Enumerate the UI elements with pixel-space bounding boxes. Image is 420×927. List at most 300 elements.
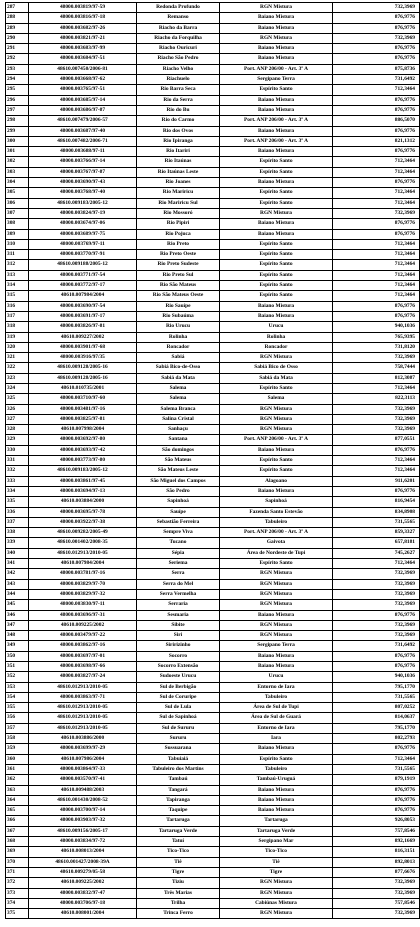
process-number-cell: 48610.007986/2004 (29, 754, 137, 764)
row-number-cell: 315 (6, 291, 29, 301)
reference-stream-cell: Gaivota (220, 538, 333, 548)
field-name-cell: Tiziu (137, 878, 220, 888)
price-value-cell: 731,6492 (333, 641, 420, 651)
reference-stream-cell: Tabuleiro (220, 764, 333, 774)
process-number-cell: 48000.003819/97-59 (29, 3, 137, 13)
row-number-cell: 325 (6, 394, 29, 404)
reference-stream-cell: Fazenda Santo Estevão (220, 507, 333, 517)
price-value-cell: 732,3969 (333, 878, 420, 888)
reference-stream-cell: Área de Nordeste de Tupi (220, 548, 333, 558)
reference-stream-cell: Espírito Santo (220, 239, 333, 249)
field-name-cell: Siri (137, 631, 220, 641)
fields-table-page (5, 2, 415, 919)
table-row (6, 816, 420, 826)
reference-stream-cell: RGN Mistura (220, 878, 333, 888)
field-name-cell: Rio Pipiri (137, 219, 220, 229)
row-number-cell: 336 (6, 507, 29, 517)
row-number-cell: 351 (6, 662, 29, 672)
process-number-cell: 48000.003689/97-75 (29, 229, 137, 239)
row-number-cell: 344 (6, 589, 29, 599)
process-number-cell: 48000.003682/97-26 (29, 23, 137, 33)
table-row (6, 188, 420, 198)
price-value-cell: 732,3969 (333, 631, 420, 641)
process-number-cell: 48000.003684/97-51 (29, 54, 137, 64)
price-value-cell: 732,3969 (333, 208, 420, 218)
row-number-cell: 303 (6, 167, 29, 177)
reference-stream-cell: Baiano Mistura (220, 662, 333, 672)
field-name-cell: Sul de Coruripe (137, 692, 220, 702)
field-name-cell: Sul de Lula (137, 703, 220, 713)
row-number-cell: 349 (6, 641, 29, 651)
table-row (6, 723, 420, 733)
process-number-cell: 48000.003769/97-11 (29, 239, 137, 249)
price-value-cell: 822,3113 (333, 394, 420, 404)
row-number-cell: 329 (6, 435, 29, 445)
field-name-cell: Sempre Viva (137, 528, 220, 538)
table-row (6, 44, 420, 54)
table-row (6, 806, 420, 816)
reference-stream-cell: RGN Mistura (220, 579, 333, 589)
row-number-cell: 326 (6, 404, 29, 414)
reference-stream-cell: Baiano Mistura (220, 806, 333, 816)
process-number-cell: 48000.003690/97-43 (29, 178, 137, 188)
row-number-cell: 352 (6, 672, 29, 682)
reference-stream-cell: Baiano Mistura (220, 445, 333, 455)
reference-stream-cell: Espírito Santo (220, 270, 333, 280)
price-value-cell: 876,9776 (333, 229, 420, 239)
process-number-cell: 48000.003827/97-24 (29, 672, 137, 682)
price-value-cell: 876,9776 (333, 806, 420, 816)
reference-stream-cell: Baiano Mistura (220, 486, 333, 496)
field-name-cell: São Pedro (137, 486, 220, 496)
price-value-cell: 712,3464 (333, 85, 420, 95)
field-name-cell: Tucano (137, 538, 220, 548)
row-number-cell: 307 (6, 208, 29, 218)
row-number-cell: 289 (6, 23, 29, 33)
reference-stream-cell: Tigre (220, 867, 333, 877)
fields-price-table (5, 2, 420, 919)
price-value-cell: 876,9776 (333, 126, 420, 136)
process-number-cell: 48610.003884/2000 (29, 497, 137, 507)
process-number-cell: 48000.003697/97-01 (29, 651, 137, 661)
reference-stream-cell: RGN Mistura (220, 208, 333, 218)
reference-stream-cell: Espírito Santo (220, 260, 333, 270)
field-name-cell: Trilha (137, 898, 220, 908)
table-row (6, 394, 420, 404)
reference-stream-cell: Baiano Mistura (220, 105, 333, 115)
table-row (6, 425, 420, 435)
field-name-cell: Sabiá da Mata (137, 373, 220, 383)
field-name-cell: Rio da Serra (137, 95, 220, 105)
row-number-cell: 335 (6, 497, 29, 507)
process-number-cell: 48610.012913/2010-05 (29, 682, 137, 692)
process-number-cell: 48610.012913/2010-05 (29, 713, 137, 723)
process-number-cell: 48000.003862/97-16 (29, 641, 137, 651)
field-name-cell: Salema (137, 383, 220, 393)
field-name-cell: Sudoeste Urucu (137, 672, 220, 682)
row-number-cell: 292 (6, 54, 29, 64)
price-value-cell: 892,8013 (333, 857, 420, 867)
price-value-cell: 712,3464 (333, 167, 420, 177)
table-body (6, 3, 420, 919)
process-number-cell: 48610.009488/2003 (29, 785, 137, 795)
reference-stream-cell: Baiano Mistura (220, 744, 333, 754)
reference-stream-cell: Espírito Santo (220, 383, 333, 393)
row-number-cell: 334 (6, 486, 29, 496)
field-name-cell: Serraria (137, 600, 220, 610)
field-name-cell: Serra (137, 569, 220, 579)
price-value-cell: 712,3464 (333, 383, 420, 393)
table-row (6, 404, 420, 414)
table-row (6, 342, 420, 352)
process-number-cell: 48000.003683/97-99 (29, 44, 137, 54)
row-number-cell: 314 (6, 281, 29, 291)
process-number-cell: 48610.009188/2005-12 (29, 260, 137, 270)
reference-stream-cell: Port. ANP 206/00 - Art. 3º A (220, 64, 333, 74)
field-name-cell: Sururu (137, 734, 220, 744)
table-row (6, 857, 420, 867)
price-value-cell: 712,3464 (333, 270, 420, 280)
row-number-cell: 312 (6, 260, 29, 270)
reference-stream-cell: Tambaú-Uruguá (220, 775, 333, 785)
process-number-cell: 48000.003710/97-60 (29, 394, 137, 404)
field-name-cell: Tiê (137, 857, 220, 867)
price-value-cell: 926,8053 (333, 816, 420, 826)
price-value-cell: 876,9776 (333, 44, 420, 54)
reference-stream-cell: Sergipano Terra (220, 75, 333, 85)
row-number-cell: 357 (6, 723, 29, 733)
price-value-cell: 731,6492 (333, 75, 420, 85)
row-number-cell: 298 (6, 116, 29, 126)
row-number-cell: 358 (6, 734, 29, 744)
reference-stream-cell: Tiê (220, 857, 333, 867)
table-row (6, 54, 420, 64)
price-value-cell: 712,3464 (333, 754, 420, 764)
price-value-cell: 876,9776 (333, 301, 420, 311)
process-number-cell: 48000.003698/97-66 (29, 662, 137, 672)
table-row (6, 909, 420, 919)
process-number-cell: 48610.007984/2004 (29, 559, 137, 569)
reference-stream-cell: Baiano Mistura (220, 13, 333, 23)
process-number-cell: 48000.003688/97-11 (29, 147, 137, 157)
row-number-cell: 308 (6, 219, 29, 229)
process-number-cell: 48610.008013/2004 (29, 847, 137, 857)
field-name-cell: Rio Sauípe (137, 301, 220, 311)
table-row (6, 641, 420, 651)
field-name-cell: Sesmaria (137, 610, 220, 620)
field-name-cell: Tico-Tico (137, 847, 220, 857)
price-value-cell: 731,5565 (333, 764, 420, 774)
table-row (6, 291, 420, 301)
field-name-cell: Tigre (137, 867, 220, 877)
field-name-cell: Três Marias (137, 888, 220, 898)
process-number-cell: 48000.003692/97-80 (29, 435, 137, 445)
reference-stream-cell: RGN Mistura (220, 589, 333, 599)
reference-stream-cell: RGN Mistura (220, 600, 333, 610)
price-value-cell: 876,9776 (333, 147, 420, 157)
row-number-cell: 346 (6, 610, 29, 620)
field-name-cell: Rio Urucu (137, 322, 220, 332)
reference-stream-cell: Espírito Santo (220, 198, 333, 208)
reference-stream-cell: RGN Mistura (220, 909, 333, 919)
field-name-cell: Sul de Berbigão (137, 682, 220, 692)
price-value-cell: 892,1669 (333, 837, 420, 847)
process-number-cell: 48610.009225/2002 (29, 878, 137, 888)
price-value-cell: 816,9454 (333, 497, 420, 507)
field-name-cell: Sabiá Bico-de-Osso (137, 363, 220, 373)
price-value-cell: 876,9776 (333, 54, 420, 64)
process-number-cell: 48000.003773/97-80 (29, 456, 137, 466)
price-value-cell: 876,9776 (333, 178, 420, 188)
row-number-cell: 305 (6, 188, 29, 198)
reference-stream-cell: Tico-Tico (220, 847, 333, 857)
field-name-cell: Tapiranga (137, 795, 220, 805)
row-number-cell: 300 (6, 136, 29, 146)
row-number-cell: 347 (6, 620, 29, 630)
reference-stream-cell: Baiano Mistura (220, 651, 333, 661)
row-number-cell: 340 (6, 548, 29, 558)
process-number-cell: 48000.003770/97-91 (29, 250, 137, 260)
price-value-cell: 859,3327 (333, 528, 420, 538)
row-number-cell: 304 (6, 178, 29, 188)
table-row (6, 3, 420, 13)
row-number-cell: 313 (6, 270, 29, 280)
field-name-cell: Rio Barra Seca (137, 85, 220, 95)
table-row (6, 497, 420, 507)
process-number-cell: 48000.003765/97-51 (29, 85, 137, 95)
field-name-cell: Roncador (137, 342, 220, 352)
field-name-cell: Socorro Extensão (137, 662, 220, 672)
reference-stream-cell: Espírito Santo (220, 281, 333, 291)
price-value-cell: 816,3151 (333, 847, 420, 857)
process-number-cell: 48610.009279/05-58 (29, 867, 137, 877)
reference-stream-cell: RGN Mistura (220, 620, 333, 630)
table-row (6, 703, 420, 713)
price-value-cell: 911,6201 (333, 476, 420, 486)
field-name-cell: Rio Itariri (137, 147, 220, 157)
table-row (6, 466, 420, 476)
table-row (6, 311, 420, 321)
table-row (6, 559, 420, 569)
row-number-cell: 362 (6, 775, 29, 785)
reference-stream-cell: Port. ANP 206/00 - Art. 3º A (220, 116, 333, 126)
price-value-cell: 712,3464 (333, 239, 420, 249)
process-number-cell: 48610.009227/2002 (29, 332, 137, 342)
reference-stream-cell: Área de Sul de Guará (220, 713, 333, 723)
table-row (6, 270, 420, 280)
row-number-cell: 342 (6, 569, 29, 579)
row-number-cell: 366 (6, 816, 29, 826)
row-number-cell: 294 (6, 75, 29, 85)
field-name-cell: Rio Mariricu (137, 188, 220, 198)
table-row (6, 507, 420, 517)
reference-stream-cell: Sabiá da Mata (220, 373, 333, 383)
row-number-cell: 309 (6, 229, 29, 239)
field-name-cell: Taquipe (137, 806, 220, 816)
reference-stream-cell: Alagoano (220, 476, 333, 486)
process-number-cell: 48000.003699/97-29 (29, 744, 137, 754)
reference-stream-cell: Baiano Mistura (220, 178, 333, 188)
field-name-cell: Rio Preto (137, 239, 220, 249)
table-row (6, 631, 420, 641)
reference-stream-cell: Espírito Santo (220, 250, 333, 260)
table-row (6, 435, 420, 445)
process-number-cell: 48000.003690/97-54 (29, 301, 137, 311)
row-number-cell: 301 (6, 147, 29, 157)
field-name-cell: São Mateus (137, 456, 220, 466)
reference-stream-cell: Espírito Santo (220, 167, 333, 177)
row-number-cell: 373 (6, 888, 29, 898)
row-number-cell: 361 (6, 764, 29, 774)
table-row (6, 167, 420, 177)
price-value-cell: 732,3969 (333, 579, 420, 589)
process-number-cell: 48000.003700/97-14 (29, 806, 137, 816)
field-name-cell: Rio São Mateus Oeste (137, 291, 220, 301)
row-number-cell: 360 (6, 754, 29, 764)
price-value-cell: 879,1919 (333, 775, 420, 785)
reference-stream-cell: Espírito Santo (220, 456, 333, 466)
process-number-cell: 48000.003686/97-87 (29, 105, 137, 115)
process-number-cell: 48610.009183/2005-12 (29, 466, 137, 476)
process-number-cell: 48610.009282/2005-49 (29, 528, 137, 538)
process-number-cell: 48000.003570/97-41 (29, 775, 137, 785)
price-value-cell: 732,3969 (333, 589, 420, 599)
price-value-cell: 821,1312 (333, 136, 420, 146)
row-number-cell: 328 (6, 425, 29, 435)
price-value-cell: 877,6676 (333, 867, 420, 877)
table-row (6, 878, 420, 888)
table-row (6, 795, 420, 805)
row-number-cell: 355 (6, 703, 29, 713)
field-name-cell: Sapinhoá (137, 497, 220, 507)
process-number-cell: 48610.012913/2010-05 (29, 723, 137, 733)
table-row (6, 178, 420, 188)
field-name-cell: Salema Branca (137, 404, 220, 414)
price-value-cell: 732,3969 (333, 569, 420, 579)
reference-stream-cell: RGN Mistura (220, 569, 333, 579)
reference-stream-cell: Baiano Mistura (220, 147, 333, 157)
price-value-cell: 795,1770 (333, 682, 420, 692)
reference-stream-cell: Espírito Santo (220, 188, 333, 198)
process-number-cell: 48000.003767/97-87 (29, 167, 137, 177)
price-value-cell: 876,9776 (333, 785, 420, 795)
process-number-cell: 48000.003916/97/35 (29, 353, 137, 363)
reference-stream-cell: Cabiúnas Mistura (220, 898, 333, 908)
field-name-cell: Tatuí (137, 837, 220, 847)
price-value-cell: 876,9776 (333, 13, 420, 23)
field-name-cell: Siririzinho (137, 641, 220, 651)
reference-stream-cell: Baiano Mistura (220, 126, 333, 136)
field-name-cell: Sul de Sapinhoá (137, 713, 220, 723)
row-number-cell: 348 (6, 631, 29, 641)
table-row (6, 322, 420, 332)
price-value-cell: 732,3969 (333, 888, 420, 898)
price-value-cell: 731,5565 (333, 517, 420, 527)
price-value-cell: 765,9395 (333, 332, 420, 342)
price-value-cell: 814,0637 (333, 713, 420, 723)
table-row (6, 250, 420, 260)
price-value-cell: 712,3464 (333, 198, 420, 208)
table-row (6, 239, 420, 249)
row-number-cell: 310 (6, 239, 29, 249)
reference-stream-cell: Baiano Mistura (220, 219, 333, 229)
reference-stream-cell: RGN Mistura (220, 33, 333, 43)
table-row (6, 682, 420, 692)
row-number-cell: 332 (6, 466, 29, 476)
row-number-cell: 359 (6, 744, 29, 754)
price-value-cell: 795,1770 (333, 723, 420, 733)
price-value-cell: 834,8908 (333, 507, 420, 517)
reference-stream-cell: Espírito Santo (220, 559, 333, 569)
price-value-cell: 731,8120 (333, 342, 420, 352)
row-number-cell: 317 (6, 311, 29, 321)
process-number-cell: 48610.009128/2005-16 (29, 363, 137, 373)
reference-stream-cell: Baiano Mistura (220, 23, 333, 33)
row-number-cell: 375 (6, 909, 29, 919)
field-name-cell: Rio Pojuca (137, 229, 220, 239)
field-name-cell: Tartaruga (137, 816, 220, 826)
row-number-cell: 316 (6, 301, 29, 311)
row-number-cell: 356 (6, 713, 29, 723)
row-number-cell: 350 (6, 651, 29, 661)
process-number-cell: 48000.003479/97-22 (29, 631, 137, 641)
process-number-cell: 48610.010735/2001 (29, 383, 137, 393)
process-number-cell: 48610.009225/2002 (29, 620, 137, 630)
price-value-cell: 876,9776 (333, 795, 420, 805)
field-name-cell: Rio Itaúnas Leste (137, 167, 220, 177)
table-row (6, 414, 420, 424)
reference-stream-cell: Tartaruga (220, 816, 333, 826)
field-name-cell: Remanso (137, 13, 220, 23)
field-name-cell: Rio dos Ovos (137, 126, 220, 136)
field-name-cell: São domingos (137, 445, 220, 455)
row-number-cell: 337 (6, 517, 29, 527)
process-number-cell: 48610.009183/2005-12 (29, 198, 137, 208)
table-row (6, 23, 420, 33)
table-row (6, 579, 420, 589)
process-number-cell: 48000.003481/97-16 (29, 404, 137, 414)
row-number-cell: 343 (6, 579, 29, 589)
price-value-cell: 712,3464 (333, 250, 420, 260)
price-value-cell: 757,8546 (333, 898, 420, 908)
reference-stream-cell: Baiano Mistura (220, 54, 333, 64)
process-number-cell: 48000.003864/97-33 (29, 764, 137, 774)
process-number-cell: 48000.003922/97-38 (29, 517, 137, 527)
process-number-cell: 48000.003668/97-62 (29, 75, 137, 85)
process-number-cell: 48610.001430/2008-52 (29, 795, 137, 805)
row-number-cell: 297 (6, 105, 29, 115)
price-value-cell: 877,0551 (333, 435, 420, 445)
field-name-cell: Rio Preto Sul (137, 270, 220, 280)
process-number-cell: 48000.003829/97-70 (29, 579, 137, 589)
table-row (6, 136, 420, 146)
price-value-cell: 807,0252 (333, 703, 420, 713)
reference-stream-cell: RGN Mistura (220, 631, 333, 641)
reference-stream-cell: Baiano Mistura (220, 95, 333, 105)
field-name-cell: Sauípe (137, 507, 220, 517)
row-number-cell: 365 (6, 806, 29, 816)
field-name-cell: Sebastião Ferreira (137, 517, 220, 527)
process-number-cell: 48000.003825/97-81 (29, 414, 137, 424)
table-row (6, 589, 420, 599)
field-name-cell: Riacho São Pedro (137, 54, 220, 64)
field-name-cell: Riachuelo (137, 75, 220, 85)
table-row (6, 75, 420, 85)
price-value-cell: 712,3464 (333, 291, 420, 301)
reference-stream-cell: Entorno de Iara (220, 723, 333, 733)
price-value-cell: 876,9776 (333, 95, 420, 105)
reference-stream-cell: Baiano Mistura (220, 301, 333, 311)
